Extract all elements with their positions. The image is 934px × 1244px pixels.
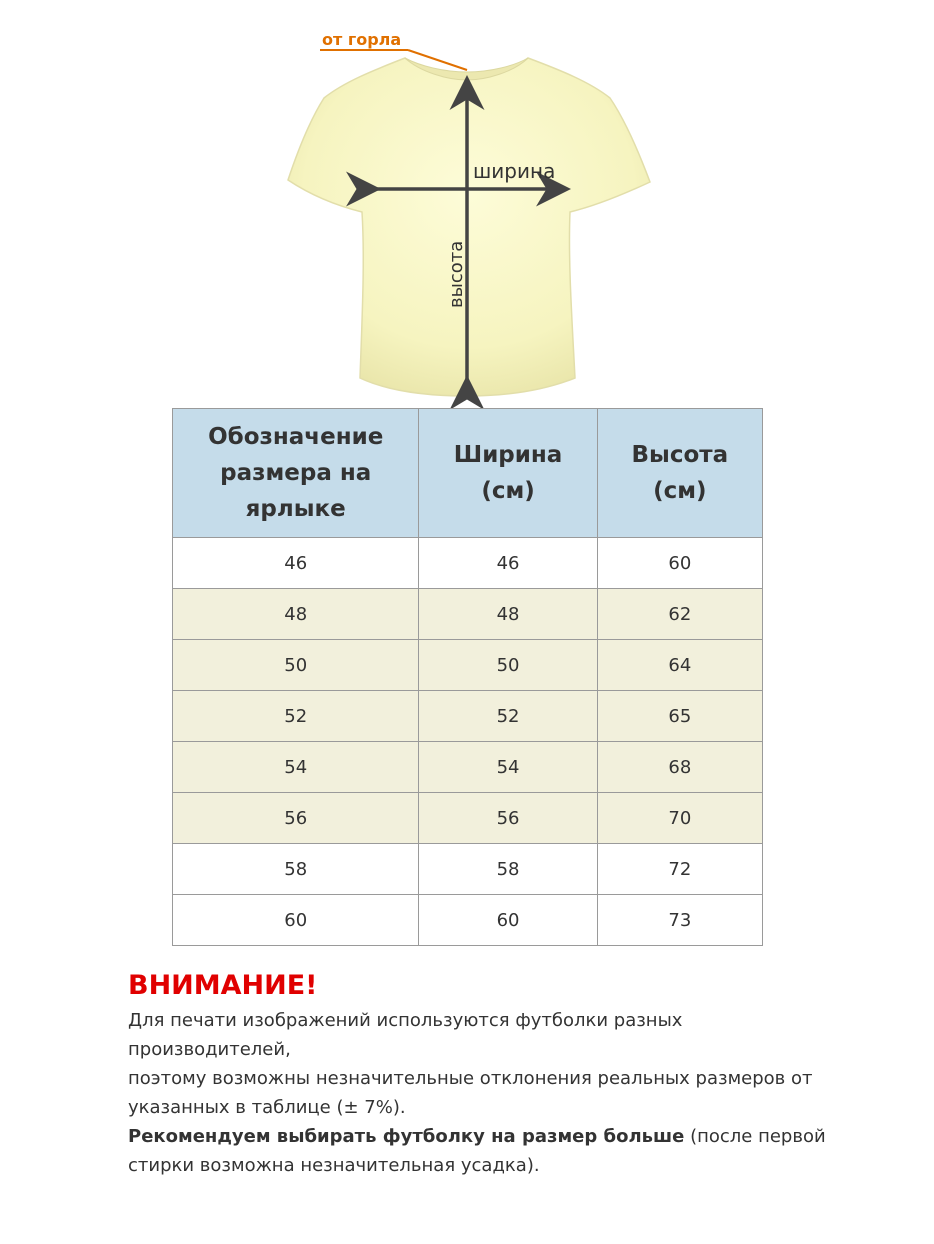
notice-line-manufacturers: Для печати изображений используются футболки разных производителей, — [128, 1010, 683, 1060]
cell-width: 56 — [419, 793, 597, 844]
cell-width: 50 — [419, 640, 597, 691]
table-row — [173, 793, 763, 844]
table-row — [173, 640, 763, 691]
cell-size: 54 — [173, 742, 419, 793]
width-label: ширина — [473, 159, 556, 183]
table-row — [173, 538, 763, 589]
cell-height: 68 — [597, 742, 762, 793]
notice-recommendation-bold: Рекомендуем выбирать футболку на размер больше — [128, 1126, 685, 1147]
cell-size: 52 — [173, 691, 419, 742]
cell-height: 65 — [597, 691, 762, 742]
header-width: Ширина (см) — [419, 409, 597, 538]
cell-size: 46 — [173, 538, 419, 589]
notice-title: ВНИМАНИЕ! — [128, 970, 318, 1001]
cell-width: 46 — [419, 538, 597, 589]
table-row — [173, 742, 763, 793]
cell-height: 64 — [597, 640, 762, 691]
cell-size: 50 — [173, 640, 419, 691]
tshirt-shape — [288, 58, 650, 396]
cell-size: 48 — [173, 589, 419, 640]
cell-height: 60 — [597, 538, 762, 589]
cell-width: 58 — [419, 844, 597, 895]
tshirt-measurement-illustration — [0, 0, 934, 410]
notice-recommendation-rest: (после первой стирки возможна незначительная усадка). — [128, 1126, 826, 1176]
cell-size: 56 — [173, 793, 419, 844]
cell-width: 52 — [419, 691, 597, 742]
notice-line-deviation: поэтому возможны незначительные отклонения реальных размеров от указанных в таблице (± 7%). — [128, 1068, 813, 1118]
size-table — [172, 408, 763, 946]
table-header-row — [173, 409, 763, 538]
cell-width: 54 — [419, 742, 597, 793]
notice-recommendation — [128, 1122, 848, 1180]
table-row — [173, 895, 763, 946]
header-height: Высота (см) — [597, 409, 762, 538]
cell-height: 72 — [597, 844, 762, 895]
neck-label: от горла — [322, 30, 402, 49]
cell-height: 70 — [597, 793, 762, 844]
cell-width: 48 — [419, 589, 597, 640]
cell-size: 60 — [173, 895, 419, 946]
cell-size: 58 — [173, 844, 419, 895]
table-row — [173, 844, 763, 895]
notice-block — [128, 968, 848, 1180]
table-row — [173, 691, 763, 742]
header-size-label: Обозначение размера на ярлыке — [173, 409, 419, 538]
cell-width: 60 — [419, 895, 597, 946]
height-label: высота — [446, 240, 467, 308]
table-row — [173, 589, 763, 640]
cell-height: 62 — [597, 589, 762, 640]
cell-height: 73 — [597, 895, 762, 946]
